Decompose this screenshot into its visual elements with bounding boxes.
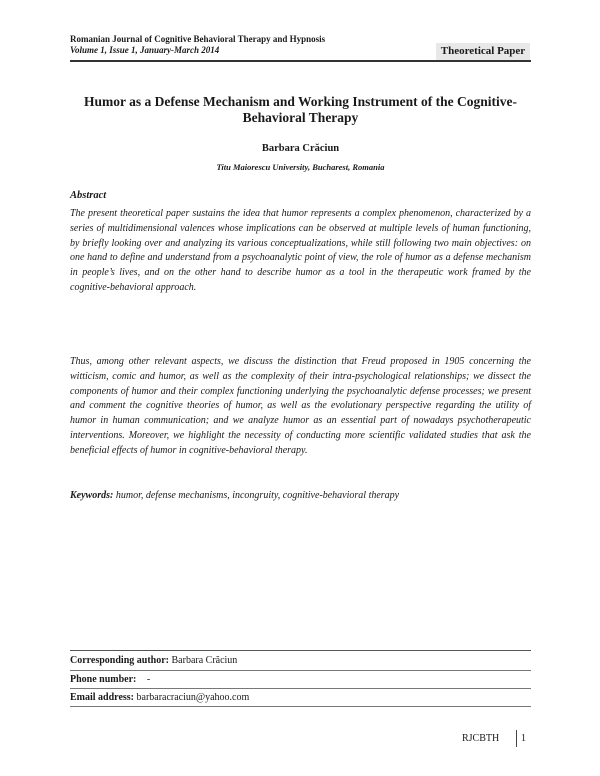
corresponding-author-value: Barbara Crăciun — [171, 655, 238, 666]
keywords-value: humor, defense mechanisms, incongruity, cognitive-behavioral therapy — [115, 490, 400, 501]
footer-separator-3 — [70, 706, 531, 707]
abstract-paragraph-2: Thus, among other relevant aspects, we discuss the distinction that Freud proposed in 1905 concerning the witticism, comic and humor, as well as the complexity of their intra-psychological relationships; we dissect the components of humor and their complex functioning underlying the psychoanalytic defense processes; we present and comment the cognitive theories of humor, as well as the evolutionary perspective regarding the utility of humor in human communication; and we analyze humor as an essential part of nowadays psychotherapeutic interventions. Moreover, we highlight the necessity of conducting more scientific validated studies that ask the beneficial effects of humor in cognitive-behavioral therapy. — [70, 356, 531, 456]
corresponding-author-label: Corresponding author: — [70, 655, 169, 666]
email-line — [70, 691, 531, 705]
footer-separator-2 — [70, 688, 531, 689]
phone-value: - — [146, 674, 151, 685]
page-number-divider — [516, 730, 517, 747]
footer-separator-1 — [70, 670, 531, 671]
page-journal-abbrev: RJCBTH — [462, 733, 500, 744]
keywords-line — [70, 489, 531, 503]
article-title: Humor as a Defense Mechanism and Working Instrument of the Cognitive-Behavioral Therapy — [83, 94, 517, 125]
header-divider — [70, 60, 531, 62]
email-label: Email address: — [70, 692, 134, 703]
article-author: Barbara Crăciun — [261, 143, 340, 154]
journal-issue: Volume 1, Issue 1, January-March 2014 — [70, 45, 220, 55]
abstract-heading: Abstract — [70, 190, 107, 201]
keywords-label: Keywords: — [70, 490, 114, 501]
phone-line — [70, 673, 531, 687]
email-value[interactable]: barbaracraciun@yahoo.com — [136, 692, 250, 703]
journal-name: Romanian Journal of Cognitive Behavioral Therapy and Hypnosis — [70, 34, 326, 44]
page-number: 1 — [521, 733, 526, 744]
phone-label: Phone number: — [70, 674, 137, 685]
author-affiliation: Titu Maiorescu University, Bucharest, Romania — [216, 162, 385, 172]
paper-type-badge: Theoretical Paper — [436, 43, 530, 60]
footer-divider — [70, 650, 531, 651]
corresponding-author-line — [70, 654, 531, 668]
abstract-paragraph-1: The present theoretical paper sustains the idea that humor represents a complex phenomenon, characterized by a series of multidimensional valences whose implications can be observed at multiple levels of human functioning, by briefly looking over and analyzing its various conceptualizations, while still following two main objectives: on one hand to define and understand from a psychoanalytic point of view, the role of humor as a defense mechanism in people’s lives, and on the other hand to describe humor as a tool in the therapeutic work framed by the cognitive-behavioral approach. — [70, 208, 531, 293]
